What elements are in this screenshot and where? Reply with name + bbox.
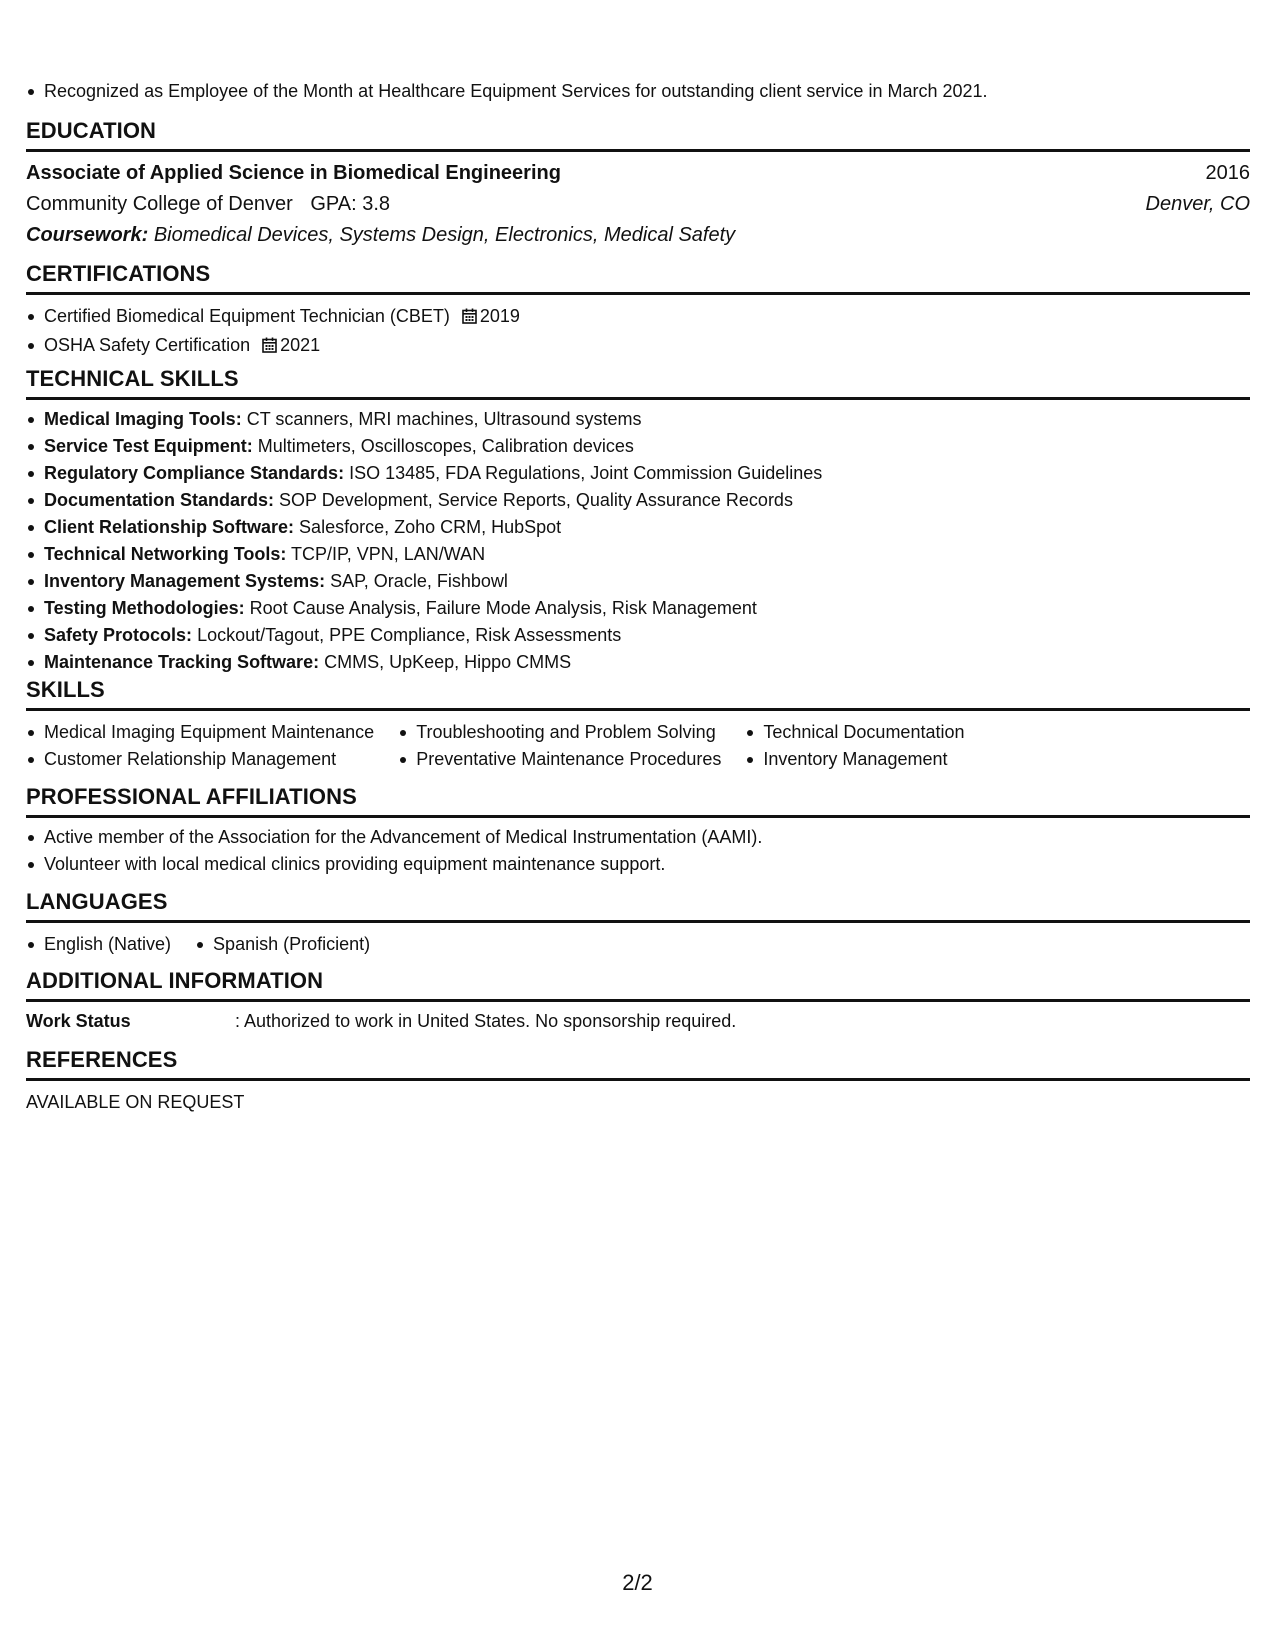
skills-columns [26, 719, 1250, 773]
skills-section [26, 677, 1250, 773]
skill-values: Multimeters, Oscilloscopes, Calibration devices [257, 436, 634, 456]
skill-item: Inventory Management [745, 746, 964, 773]
education-section [26, 118, 1250, 251]
section-divider [26, 292, 1250, 295]
skill-category: Inventory Management Systems: [44, 571, 326, 591]
language-item: Spanish (Proficient) [195, 931, 370, 958]
skill-item: Troubleshooting and Problem Solving [398, 719, 721, 746]
technical-skill-item [26, 433, 1250, 460]
section-divider [26, 397, 1250, 400]
additional-info-section [26, 968, 1250, 1035]
work-status-label: Work Status [26, 1011, 131, 1031]
technical-skill-item [26, 541, 1250, 568]
school-name: Community College of Denver [26, 193, 293, 215]
skill-category: Client Relationship Software: [44, 517, 295, 537]
graduation-year: 2016 [1205, 162, 1250, 184]
certification-item [26, 332, 1250, 361]
references-section [26, 1047, 1250, 1116]
achievements-list [26, 78, 1250, 105]
section-divider [26, 149, 1250, 152]
section-divider [26, 815, 1250, 818]
references-text: AVAILABLE ON REQUEST [26, 1092, 245, 1112]
technical-skill-item [26, 568, 1250, 595]
work-status-row [26, 1008, 1250, 1035]
section-title-languages: LANGUAGES [26, 889, 168, 914]
section-divider [26, 999, 1250, 1002]
affiliation-item: Volunteer with local medical clinics providing equipment maintenance support. [26, 851, 1250, 878]
section-title-additional-info: ADDITIONAL INFORMATION [26, 968, 324, 993]
section-title-affiliations: PROFESSIONAL AFFILIATIONS [26, 784, 357, 809]
section-title-skills: SKILLS [26, 677, 105, 702]
calendar-icon [462, 305, 477, 332]
technical-skill-item [26, 649, 1250, 676]
certification-name: OSHA Safety Certification [44, 335, 251, 355]
skill-category: Testing Methodologies: [44, 598, 245, 618]
section-title-technical-skills: TECHNICAL SKILLS [26, 366, 239, 391]
page-number: 2/2 [622, 1570, 653, 1595]
skill-item: Preventative Maintenance Procedures [398, 746, 721, 773]
skill-values: Salesforce, Zoho CRM, HubSpot [299, 517, 562, 537]
certification-year: 2019 [479, 306, 520, 326]
calendar-icon [262, 334, 277, 361]
skills-column [26, 719, 374, 773]
section-title-certifications: CERTIFICATIONS [26, 261, 211, 286]
section-divider [26, 920, 1250, 923]
coursework-label: Coursework: [26, 224, 149, 246]
technical-skill-item [26, 622, 1250, 649]
technical-skill-item [26, 460, 1250, 487]
certifications-section [26, 261, 1250, 361]
skill-values: TCP/IP, VPN, LAN/WAN [291, 544, 486, 564]
section-title-education: EDUCATION [26, 118, 157, 143]
school-location: Denver, CO [1145, 193, 1250, 215]
skills-column [398, 719, 721, 773]
section-divider [26, 1078, 1250, 1081]
skill-values: CMMS, UpKeep, Hippo CMMS [324, 652, 572, 672]
skill-item: Medical Imaging Equipment Maintenance [26, 719, 374, 746]
skill-category: Regulatory Compliance Standards: [44, 463, 345, 483]
skill-values: Root Cause Analysis, Failure Mode Analysis, Risk Management [249, 598, 757, 618]
work-status-value: : Authorized to work in United States. No sponsorship required. [235, 1011, 737, 1031]
languages-section [26, 889, 1250, 958]
skill-category: Safety Protocols: [44, 625, 193, 645]
certifications-list [26, 303, 1250, 361]
certification-name: Certified Biomedical Equipment Technician (CBET) [44, 306, 450, 326]
skill-values: SOP Development, Service Reports, Quality Assurance Records [279, 490, 793, 510]
section-divider [26, 708, 1250, 711]
certification-year: 2021 [280, 335, 321, 355]
affiliations-section [26, 784, 1250, 878]
languages-list [26, 931, 1250, 958]
skill-category: Service Test Equipment: [44, 436, 253, 456]
skill-values: ISO 13485, FDA Regulations, Joint Commission Guidelines [349, 463, 823, 483]
skill-item: Customer Relationship Management [26, 746, 374, 773]
skill-values: SAP, Oracle, Fishbowl [330, 571, 508, 591]
coursework: Biomedical Devices, Systems Design, Electronics, Medical Safety [153, 224, 736, 246]
gpa: GPA: 3.8 [310, 193, 391, 215]
skill-category: Maintenance Tracking Software: [44, 652, 320, 672]
technical-skill-item [26, 595, 1250, 622]
skill-values: CT scanners, MRI machines, Ultrasound systems [246, 409, 642, 429]
skill-item: Technical Documentation [745, 719, 964, 746]
technical-skill-item [26, 406, 1250, 433]
skills-column [745, 719, 964, 773]
skill-category: Medical Imaging Tools: [44, 409, 242, 429]
technical-skill-item [26, 487, 1250, 514]
technical-skill-item [26, 514, 1250, 541]
affiliations-list [26, 824, 1250, 878]
affiliation-item: Active member of the Association for the Advancement of Medical Instrumentation (AAMI). [26, 824, 1250, 851]
section-title-references: REFERENCES [26, 1047, 178, 1072]
technical-skills-section [26, 366, 1250, 676]
certification-item [26, 303, 1250, 332]
language-item: English (Native) [26, 931, 171, 958]
skill-category: Documentation Standards: [44, 490, 275, 510]
achievement-item: Recognized as Employee of the Month at Healthcare Equipment Services for outstanding client service in March 2021. [26, 78, 1250, 105]
technical-skills-list [26, 406, 1250, 676]
skill-values: Lockout/Tagout, PPE Compliance, Risk Assessments [197, 625, 622, 645]
skill-category: Technical Networking Tools: [44, 544, 287, 564]
degree-name: Associate of Applied Science in Biomedical Engineering [26, 162, 561, 184]
